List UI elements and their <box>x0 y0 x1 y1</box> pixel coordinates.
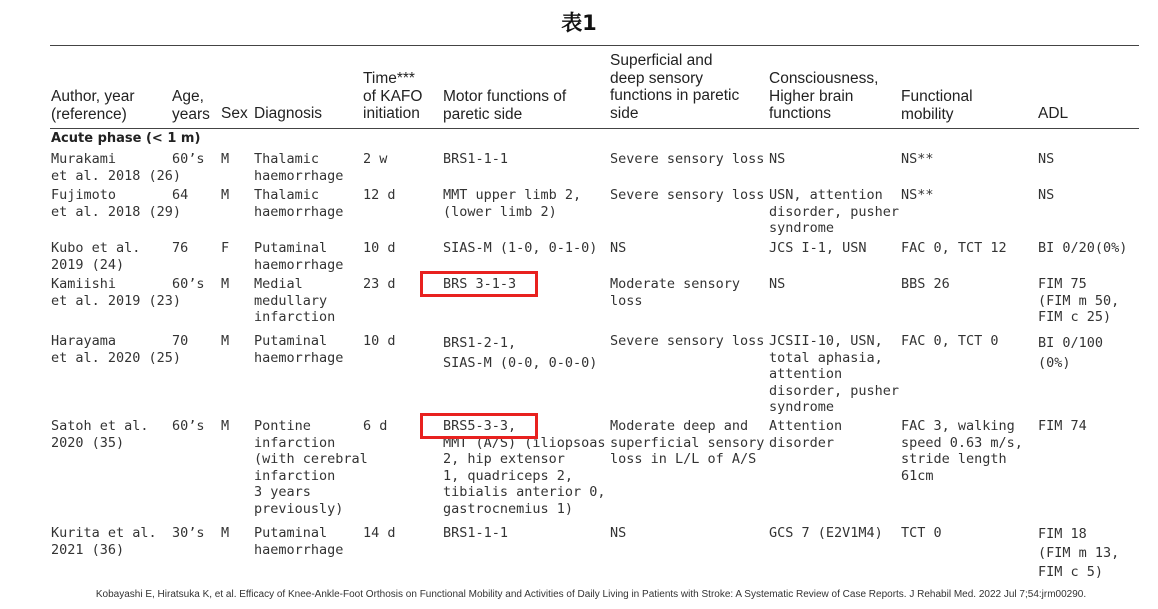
cell-time: 12 d <box>363 187 396 203</box>
cell-mobility: FAC 0, TCT 12 <box>901 240 1007 256</box>
cell-sensory: Moderate deep and superficial sensory loss in L/L of A/S <box>610 418 765 468</box>
cell-time: 6 d <box>363 418 388 434</box>
cell-adl: FIM 75 (FIM m 50, FIM c 25) <box>1038 276 1120 326</box>
cell-motor: BRS1-2-1, SIAS-M (0-0, 0-0-0) <box>443 335 598 371</box>
cell-age: 60’s <box>172 276 205 292</box>
cell-adl: NS <box>1038 187 1055 203</box>
header-author: Author, year (reference) <box>51 88 135 123</box>
table-header-rule <box>50 128 1139 129</box>
cell-author: Kubo et al. 2019 (24) <box>51 240 141 273</box>
cell-time: 14 d <box>363 525 396 541</box>
cell-motor: SIAS-M (1-0, 0-1-0) <box>443 240 598 256</box>
cell-adl: BI 0/100 (0%) <box>1038 335 1104 371</box>
cell-motor: BRS5-3-3, MMT (A/S) (iliopsoas 2, hip extensor 1, quadriceps 2, tibialis anterior 0, gastrocnemius 1) <box>443 418 606 517</box>
cell-time: 2 w <box>363 151 388 167</box>
cell-author: Kurita et al. 2021 (36) <box>51 525 157 558</box>
cell-age: 30’s <box>172 525 205 541</box>
citation: Kobayashi E, Hiratsuka K, et al. Efficacy of Knee-Ankle-Foot Orthosis on Functional Mobility and Activities of Daily Living in Patients with Stroke: A Systematic Review of Case Reports. J Rehabil Med. 2022 Jul 7;54:jrm00290. <box>95 589 1087 600</box>
cell-sex: M <box>221 525 230 541</box>
cell-age: 76 <box>172 240 189 256</box>
cell-time: 23 d <box>363 276 396 292</box>
cell-adl: FIM 74 <box>1038 418 1087 434</box>
highlight-box <box>420 271 538 297</box>
cell-sex: M <box>221 276 230 292</box>
cell-motor: BRS1-1-1 <box>443 151 509 167</box>
header-diagnosis: Diagnosis <box>254 105 323 122</box>
header-mobility: Functional mobility <box>901 88 973 123</box>
cell-author: Kamiishi et al. 2019 (23) <box>51 276 182 309</box>
header-consciousness: Consciousness, Higher brain functions <box>769 70 879 122</box>
section-label: Acute phase (< 1 m) <box>51 131 201 146</box>
cell-age: 60’s <box>172 418 205 434</box>
cell-adl: NS <box>1038 151 1055 167</box>
cell-diagnosis: Thalamic haemorrhage <box>254 187 344 220</box>
cell-author: Fujimoto et al. 2018 (29) <box>51 187 182 220</box>
cell-consciousness: JCSII-10, USN, total aphasia, attention disorder, pusher syndrome <box>769 333 900 416</box>
header-age: Age, years <box>172 88 210 123</box>
cell-consciousness: JCS I-1, USN <box>769 240 867 256</box>
cell-mobility: FAC 3, walking speed 0.63 m/s, stride length 61cm <box>901 418 1023 484</box>
cell-sensory: NS <box>610 525 627 541</box>
cell-motor: MMT upper limb 2, (lower limb 2) <box>443 187 582 220</box>
header-adl: ADL <box>1038 105 1069 122</box>
cell-diagnosis: Pontine infarction (with cerebral infarction 3 years previously) <box>254 418 368 517</box>
cell-sex: M <box>221 187 230 203</box>
cell-author: Satoh et al. 2020 (35) <box>51 418 149 451</box>
cell-consciousness: GCS 7 (E2V1M4) <box>769 525 883 541</box>
header-time: Time*** of KAFO initiation <box>363 70 423 122</box>
header-motor: Motor functions of paretic side <box>443 88 567 123</box>
cell-sensory: Severe sensory loss <box>610 151 765 167</box>
cell-sex: M <box>221 333 230 349</box>
cell-consciousness: NS <box>769 151 786 167</box>
highlight-box <box>420 413 538 439</box>
cell-diagnosis: Medial medullary infarction <box>254 276 336 326</box>
cell-sex: M <box>221 418 230 434</box>
cell-adl: FIM 18 (FIM m 13, FIM c 5) <box>1038 526 1120 580</box>
cell-consciousness: Attention disorder <box>769 418 843 451</box>
cell-diagnosis: Putaminal haemorrhage <box>254 240 344 273</box>
cell-author: Murakami et al. 2018 (26) <box>51 151 182 184</box>
cell-mobility: NS** <box>901 151 934 167</box>
header-sensory: Superficial and deep sensory functions in paretic side <box>610 52 740 122</box>
header-sex: Sex <box>221 105 248 122</box>
cell-diagnosis: Putaminal haemorrhage <box>254 525 344 558</box>
cell-adl: BI 0/20(0%) <box>1038 240 1128 256</box>
cell-consciousness: USN, attention disorder, pusher syndrome <box>769 187 900 237</box>
cell-time: 10 d <box>363 333 396 349</box>
cell-mobility: NS** <box>901 187 934 203</box>
cell-age: 64 <box>172 187 189 203</box>
cell-mobility: TCT 0 <box>901 525 942 541</box>
cell-motor: BRS1-1-1 <box>443 525 509 541</box>
cell-diagnosis: Putaminal haemorrhage <box>254 333 344 366</box>
cell-sex: M <box>221 151 230 167</box>
cell-age: 60’s <box>172 151 205 167</box>
page-title: 表1 <box>561 11 597 35</box>
cell-sensory: Severe sensory loss <box>610 187 765 203</box>
table-top-rule <box>50 45 1139 46</box>
cell-sensory: Moderate sensory loss <box>610 276 741 309</box>
cell-time: 10 d <box>363 240 396 256</box>
cell-author: Harayama et al. 2020 (25) <box>51 333 182 366</box>
cell-age: 70 <box>172 333 189 349</box>
cell-motor: BRS 3-1-3 <box>443 276 517 292</box>
cell-sensory: NS <box>610 240 627 256</box>
cell-diagnosis: Thalamic haemorrhage <box>254 151 344 184</box>
cell-mobility: FAC 0, TCT 0 <box>901 333 999 349</box>
cell-mobility: BBS 26 <box>901 276 950 292</box>
cell-sensory: Severe sensory loss <box>610 333 765 349</box>
cell-sex: F <box>221 240 230 256</box>
cell-consciousness: NS <box>769 276 786 292</box>
